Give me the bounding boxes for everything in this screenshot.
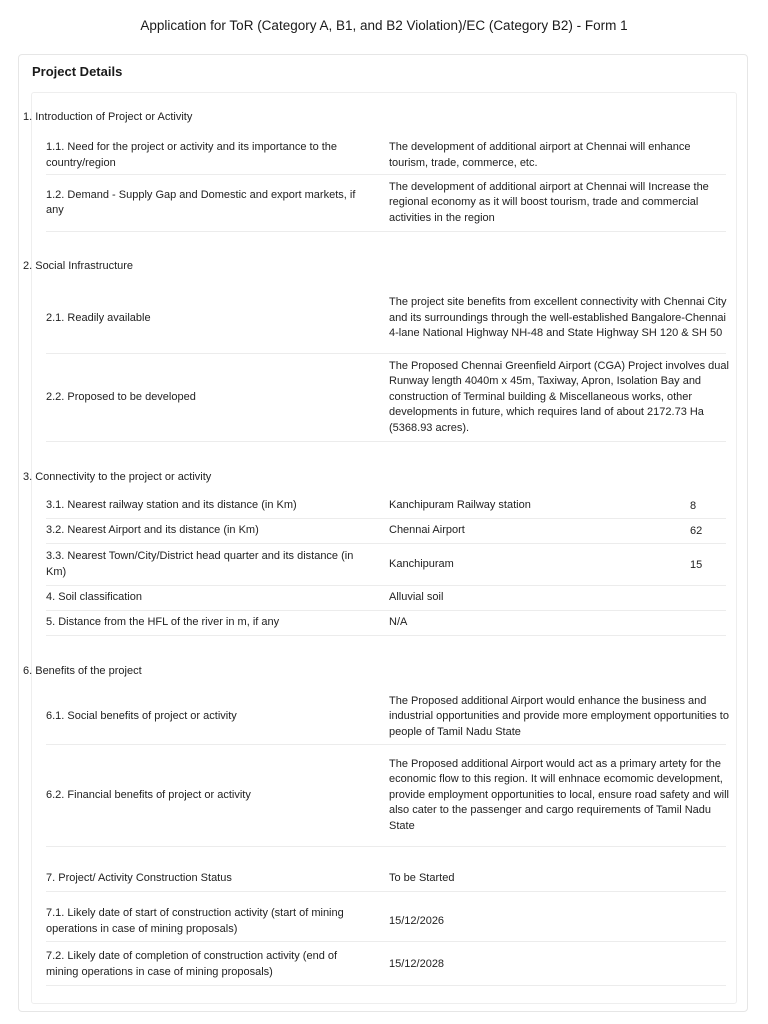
row-distance: 15 — [690, 558, 703, 571]
row-label: 1.2. Demand - Supply Gap and Domestic and export markets, if any — [46, 188, 356, 216]
row-value: Kanchipuram Railway station — [389, 499, 531, 512]
row-label: 4. Soil classification — [46, 591, 142, 604]
row-label: 6.1. Social benefits of project or activity — [46, 710, 237, 723]
row-value: The development of additional airport at Chennai will enhance tourism, trade, commerce, etc. — [389, 141, 691, 169]
row-label: 3.2. Nearest Airport and its distance (in Km) — [46, 524, 259, 537]
row-value: Kanchipuram — [389, 557, 454, 570]
row-value: The Proposed additional Airport would act as a primary artety for the economic flow to this region. It will enhnace ecomomic development, provide employment opportunities to local, ensure road safety and will also cater to the passenger and cargo requirements of Tamil Nadu State — [389, 757, 729, 832]
row-nearest-town — [46, 544, 726, 586]
section-introduction: 1. Introduction of Project or Activity — [23, 111, 193, 123]
card-title: Project Details — [32, 64, 123, 79]
row-label: 6.2. Financial benefits of project or activity — [46, 788, 251, 801]
row-label: 7.1. Likely date of start of construction activity (start of mining operations in case of mining proposals) — [46, 907, 344, 935]
row-value: The Proposed Chennai Greenfield Airport (CGA) Project involves dual Runway length 4040m x 45m, Taxiway, Apron, Isolation Bay and construction of Terminal building & Miscellaneous works, other developments in future, which requires land of about 2172.73 Ha (5368.93 acres). — [389, 359, 729, 434]
row-proposed-to-be-developed — [46, 354, 729, 442]
row-label: 3.3. Nearest Town/City/District head quarter and its distance (in Km) — [46, 550, 354, 578]
row-social-benefits — [46, 690, 729, 745]
row-label: 7. Project/ Activity Construction Status — [46, 872, 232, 885]
row-nearest-airport — [46, 519, 726, 544]
row-value: Alluvial soil — [389, 591, 444, 604]
row-label: 7.2. Likely date of completion of construction activity (end of mining operations in case of mining proposals) — [46, 950, 338, 978]
row-need-for-project — [46, 137, 726, 175]
section-benefits: 6. Benefits of the project — [23, 665, 142, 677]
row-value: The Proposed additional Airport would enhance the business and industrial opportunities and provide more employment opportunities to people of Tamil Nadu State — [389, 694, 729, 738]
row-distance: 8 — [690, 500, 697, 512]
row-distance: 62 — [690, 525, 703, 537]
row-financial-benefits — [46, 745, 729, 847]
row-start-date — [46, 902, 726, 942]
row-demand-supply-gap — [46, 175, 726, 232]
row-value: 15/12/2026 — [389, 914, 445, 927]
row-construction-status — [46, 867, 726, 892]
row-label: 1.1. Need for the project or activity and its importance to the country/region — [46, 141, 338, 169]
row-label: 3.1. Nearest railway station and its distance (in Km) — [46, 499, 297, 512]
row-label: 2.1. Readily available — [46, 311, 151, 324]
row-soil-classification — [46, 586, 726, 611]
row-value: 15/12/2028 — [389, 957, 445, 970]
section-social-infrastructure: 2. Social Infrastructure — [23, 260, 134, 272]
row-label: 5. Distance from the HFL of the river in m, if any — [46, 616, 280, 629]
row-distance-hfl — [46, 611, 726, 636]
row-value: The project site benefits from excellent connectivity with Chennai City and its surroundings through the well-established Bangalore-Chennai 4-lane National Highway NH-48 and State Highway SH 120 & SH 50 — [389, 296, 727, 340]
row-value: To be Started — [389, 872, 455, 885]
page-title: Application for ToR (Category A, B1, and B2 Violation)/EC (Category B2) - Form 1 — [140, 18, 628, 33]
row-value: The development of additional airport at Chennai will Increase the regional economy as it will boost tourism, trade and commercial activities in the region — [389, 180, 709, 224]
row-value: Chennai Airport — [389, 524, 465, 537]
row-value: N/A — [389, 616, 408, 629]
row-readily-available — [46, 284, 726, 354]
row-completion-date — [46, 944, 726, 986]
section-connectivity: 3. Connectivity to the project or activity — [23, 471, 212, 483]
row-label: 2.2. Proposed to be developed — [46, 390, 196, 403]
row-nearest-railway — [46, 494, 726, 519]
